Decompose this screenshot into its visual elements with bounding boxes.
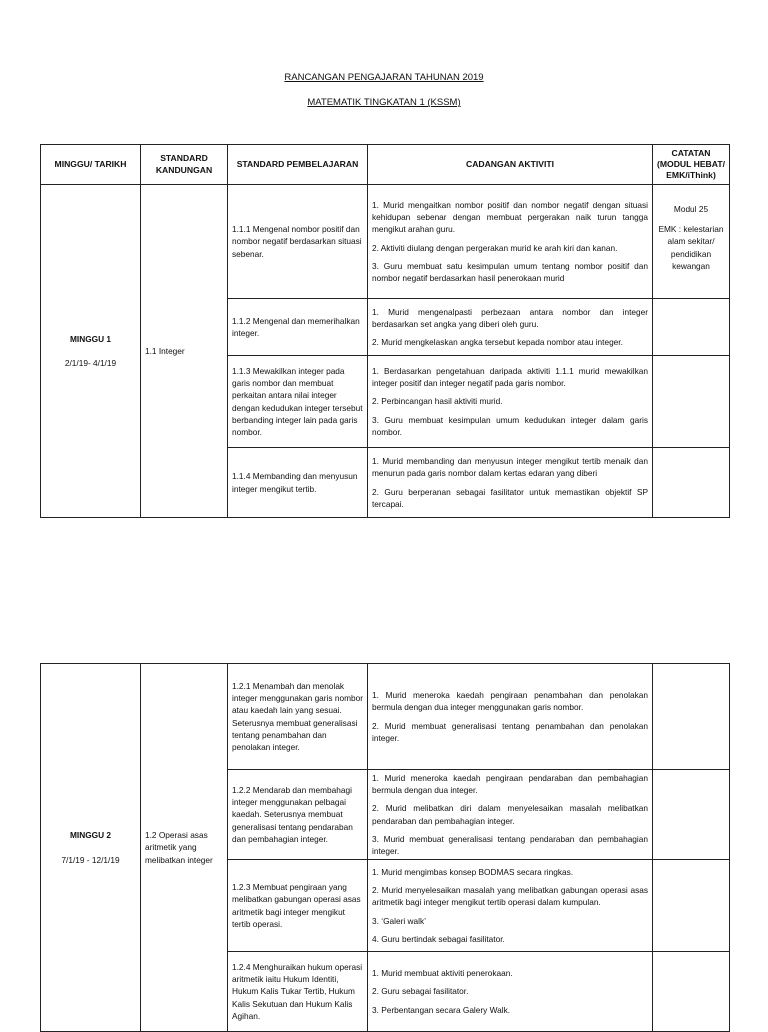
activities-cell xyxy=(368,299,653,356)
col-header-content-standard: STANDARD KANDUNGAN xyxy=(141,145,228,185)
activity-item: 1. Berdasarkan pengetahuan daripada aktiviti 1.1.1 murid mewakilkan integer positif dan integer negatif pada garis nombor. xyxy=(372,366,648,389)
col-header-week: MINGGU/ TARIKH xyxy=(41,145,141,185)
week-label: MINGGU 2 xyxy=(69,830,112,841)
activity-item: 1. Murid membuat aktiviti penerokaan. xyxy=(372,968,513,979)
activity-item: 1. Murid meneroka kaedah pengiraan pendaraban dan pembahagian bermula dengan dua integer. xyxy=(372,773,648,796)
table-row xyxy=(41,664,730,770)
learning-standard-cell: 1.2.3 Membuat pengiraan yang melibatkan gabungan operasi asas aritmetik bagi integer mengikut tertib operasi. xyxy=(228,860,368,952)
activity-item: 2. Guru sebagai fasilitator. xyxy=(372,986,469,997)
document-subtitle: MATEMATIK TINGKATAN 1 (KSSM) xyxy=(307,97,461,108)
col-header-activities: CADANGAN AKTIVITI xyxy=(368,145,653,185)
activity-item: 2. Murid mengkelaskan angka tersebut kepada nombor atau integer. xyxy=(372,337,623,347)
activity-item: 1. Murid meneroka kaedah pengiraan penambahan dan penolakan bermula dengan dua integer menggunakan garis nombor. xyxy=(372,690,648,713)
activities-cell xyxy=(368,356,653,448)
learning-standard-cell: 1.1.3 Mewakilkan integer pada garis nombor dan membuat perkaitan antara nilai integer dengan kedudukan integer tersebut berbanding integer lain pada garis nombor. xyxy=(228,356,368,448)
notes-cell xyxy=(653,448,730,518)
activity-item: 3. Perbentangan secara Galery Walk. xyxy=(372,1004,511,1015)
activity-item: 3. Guru membuat kesimpulan umum kedudukan integer dalam garis nombor. xyxy=(372,414,648,437)
activities-cell xyxy=(368,860,653,952)
activities-cell xyxy=(368,448,653,518)
activities-cell xyxy=(368,952,653,1032)
learning-standard-cell: 1.1.2 Mengenal dan memerihalkan integer. xyxy=(228,299,368,356)
activity-item: 2. Aktiviti diulang dengan pergerakan murid ke arah kiri dan kanan. xyxy=(372,242,618,253)
plan-table-week-1 xyxy=(40,144,730,518)
week-cell xyxy=(41,664,141,1032)
notes-cell xyxy=(653,299,730,356)
table-header-row xyxy=(41,145,730,185)
notes-cell xyxy=(653,952,730,1032)
activities-cell xyxy=(368,664,653,770)
learning-standard-cell: 1.2.2 Mendarab dan membahagi integer menggunakan pelbagai kaedah. Seterusnya membuat generalisasi tentang pendaraban dan pembahagian integer. xyxy=(228,770,368,860)
activity-item: 3. Guru membuat satu kesimpulan umum tentang nombor positif dan nombor negatif berdasarkan hasil penerokaan murid xyxy=(372,260,648,283)
plan-table-week-2 xyxy=(40,663,730,1032)
activity-item: 1. Murid mengenalpasti perbezaan antara nombor dan integer berdasarkan set angka yang diberi oleh guru. xyxy=(372,306,648,329)
notes-cell xyxy=(653,860,730,952)
learning-standard-cell: 1.1.4 Membanding dan menyusun integer mengikut tertib. xyxy=(228,448,368,518)
content-standard-cell: 1.2 Operasi asas aritmetik yang melibatkan integer xyxy=(141,664,228,1032)
activity-item: 1. Murid membanding dan menyusun integer mengikut tertib menaik dan menurun pada garis nombor dalam kertas edaran yang diberi xyxy=(372,456,648,479)
week-label: MINGGU 1 xyxy=(69,333,112,344)
week-date: 7/1/19 - 12/1/19 xyxy=(61,854,120,865)
table-row xyxy=(41,185,730,299)
activity-item: 2. Guru berperanan sebagai fasilitator untuk memastikan objektif SP tercapai. xyxy=(372,486,648,509)
note-item: EMK : kelestarian alam sekitar/ pendidikan kewangan xyxy=(658,224,724,271)
activity-item: 2. Murid menyelesaikan masalah yang melibatkan gabungan operasi asas aritmetik bagi integer mengikut tertib operasi dalam kumpulan. xyxy=(372,885,648,908)
activity-item: 3. ‘Galeri walk’ xyxy=(372,915,426,926)
activities-cell xyxy=(368,185,653,299)
col-header-learning-standard: STANDARD PEMBELAJARAN xyxy=(228,145,368,185)
activity-item: 1. Murid mengaitkan nombor positif dan nombor negatif dengan situasi kehidupan sebenar dengan membuat pergerakan naik turun tangga mengikut arahan guru. xyxy=(372,200,648,235)
activity-item: 2. Murid melibatkan diri dalam menyelesaikan masalah melibatkan pendaraban dan pembahagian integer. xyxy=(372,803,648,826)
learning-standard-cell: 1.2.4 Menghuraikan hukum operasi aritmetik iaitu Hukum Identiti, Hukum Kalis Tukar Tertib, Hukum Kalis Sekutuan dan Hukum Kalis Agihan. xyxy=(228,952,368,1032)
note-item: Modul 25 xyxy=(673,204,709,215)
week-cell xyxy=(41,185,141,518)
activities-cell xyxy=(368,770,653,860)
notes-cell xyxy=(653,356,730,448)
learning-standard-cell: 1.1.1 Mengenal nombor positif dan nombor negatif berdasarkan situasi sebenar. xyxy=(228,185,368,299)
col-header-notes: CATATAN (MODUL HEBAT/ EMK/iThink) xyxy=(653,145,730,185)
activity-item: 2. Murid membuat generalisasi tentang penambahan dan penolakan integer. xyxy=(372,720,648,743)
notes-cell xyxy=(653,185,730,299)
learning-standard-cell: 1.2.1 Menambah dan menolak integer menggunakan garis nombor atau kaedah lain yang sesuai. Seterusnya membuat generalisasi tentang penambahan dan penolakan integer. xyxy=(228,664,368,770)
week-date: 2/1/19- 4/1/19 xyxy=(64,358,117,368)
activity-item: 3. Murid membuat generalisasi tentang pendaraban dan pembahagian integer. xyxy=(372,833,648,856)
notes-cell xyxy=(653,664,730,770)
activity-item: 4. Guru bertindak sebagai fasilitator. xyxy=(372,933,505,944)
content-standard-cell: 1.1 Integer xyxy=(141,185,228,518)
activity-item: 1. Murid mengimbas konsep BODMAS secara ringkas. xyxy=(372,867,574,878)
activity-item: 2. Perbincangan hasil aktiviti murid. xyxy=(372,396,503,407)
document-title: RANCANGAN PENGAJARAN TAHUNAN 2019 xyxy=(284,72,484,83)
notes-cell xyxy=(653,770,730,860)
